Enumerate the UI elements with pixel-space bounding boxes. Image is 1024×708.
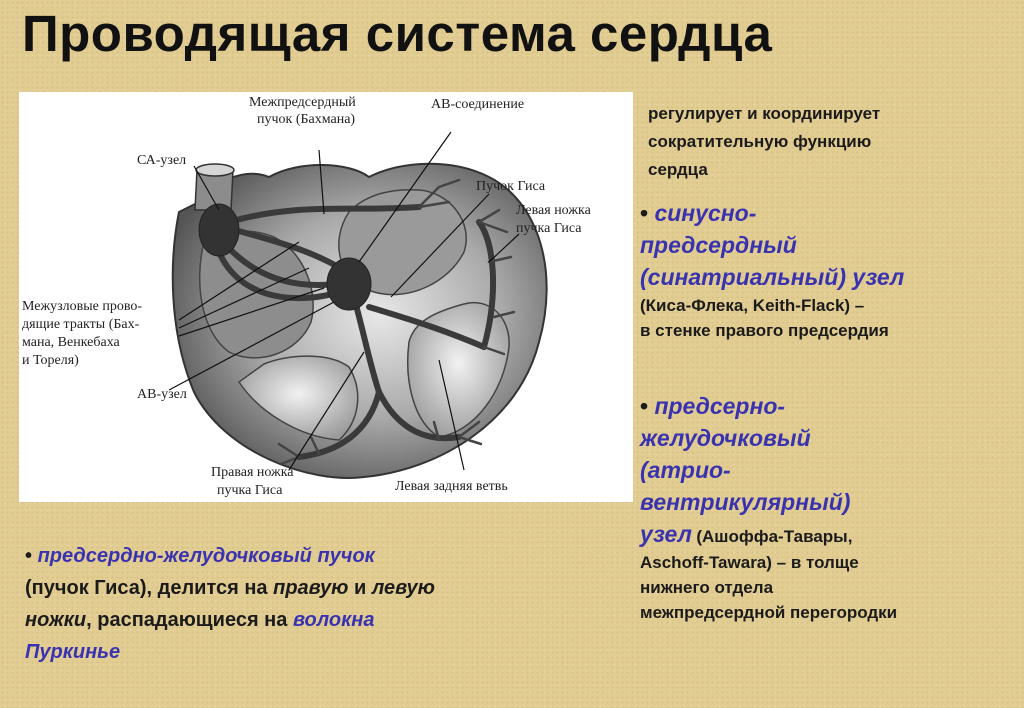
- sa-node-description: [640, 197, 1020, 343]
- his-right-word: правую: [273, 577, 349, 599]
- intro-line: сердца: [648, 160, 708, 179]
- sa-node: [199, 204, 239, 256]
- av-name-line: желудочковый: [640, 425, 811, 451]
- label-internodal-4: и Тореля): [22, 353, 79, 368]
- intro-line: сократительную функцию: [648, 132, 872, 151]
- label-internodal-3: мана, Венкебаха: [22, 335, 120, 350]
- label-av-junction: АВ-соединение: [431, 97, 525, 112]
- label-his-bundle: Пучок Гиса: [476, 179, 546, 194]
- av-node-description: [640, 390, 1020, 625]
- label-left-leg-1: Левая ножка: [516, 203, 591, 218]
- intro-line: регулирует и координирует: [648, 104, 881, 123]
- label-internodal-2: дящие тракты (Бах-: [22, 317, 140, 332]
- his-bundle-description: [25, 540, 625, 668]
- his-text-2: и: [348, 577, 372, 599]
- vessel-opening: [196, 164, 234, 176]
- av-name-line: предсерно-: [654, 393, 786, 419]
- his-purkinje-word: Пуркинье: [25, 641, 121, 663]
- label-bachmann-1: Межпредсердный: [249, 95, 356, 110]
- label-bachmann-2: пучок (Бахмана): [257, 112, 356, 127]
- his-fibers-word: волокна: [292, 609, 375, 631]
- label-internodal-1: Межузловые прово-: [22, 299, 143, 314]
- av-name-line: вентрикулярный): [640, 489, 851, 515]
- his-name: предсердно-желудочковый пучок: [37, 545, 375, 567]
- label-left-posterior: Левая задняя ветвь: [395, 479, 508, 494]
- heart-illustration: [19, 92, 633, 502]
- av-name-line: (атрио-: [640, 457, 731, 483]
- his-legs-word: ножки: [25, 609, 87, 631]
- sa-detail-line: (Киса-Флека, Keith-Flack) –: [640, 296, 865, 315]
- av-detail-line: Aschoff-Tawara) – в толще: [640, 553, 859, 572]
- bullet: •: [640, 393, 649, 419]
- his-left-word: левую: [371, 577, 435, 599]
- bullet: •: [25, 545, 33, 567]
- av-detail-inline: (Ашоффа-Тавары,: [696, 527, 853, 546]
- intro-text: [648, 100, 1008, 184]
- his-text-1: (пучок Гиса), делится на: [25, 577, 274, 599]
- sa-detail-line: в стенке правого предсердия: [640, 321, 889, 340]
- slide-title: Проводящая система сердца: [22, 5, 773, 62]
- his-text-3: , распадающиеся на: [86, 609, 293, 631]
- label-av-node: АВ-узел: [137, 387, 187, 402]
- label-right-leg-1: Правая ножка: [211, 465, 294, 480]
- bullet: •: [640, 200, 649, 226]
- sa-name-line: (синатриальный) узел: [640, 264, 905, 290]
- av-detail-line: нижнего отдела: [640, 578, 774, 597]
- av-detail-line: межпредсердной перегородки: [640, 603, 898, 622]
- av-name-line: узел: [640, 521, 692, 547]
- sa-name-line: синусно-: [654, 200, 757, 226]
- sa-name-line: предсердный: [640, 232, 797, 258]
- label-left-leg-2: пучка Гиса: [516, 221, 582, 236]
- label-sa-node: СА-узел: [137, 153, 187, 168]
- heart-conduction-diagram: [19, 92, 633, 502]
- label-right-leg-2: пучка Гиса: [217, 483, 283, 498]
